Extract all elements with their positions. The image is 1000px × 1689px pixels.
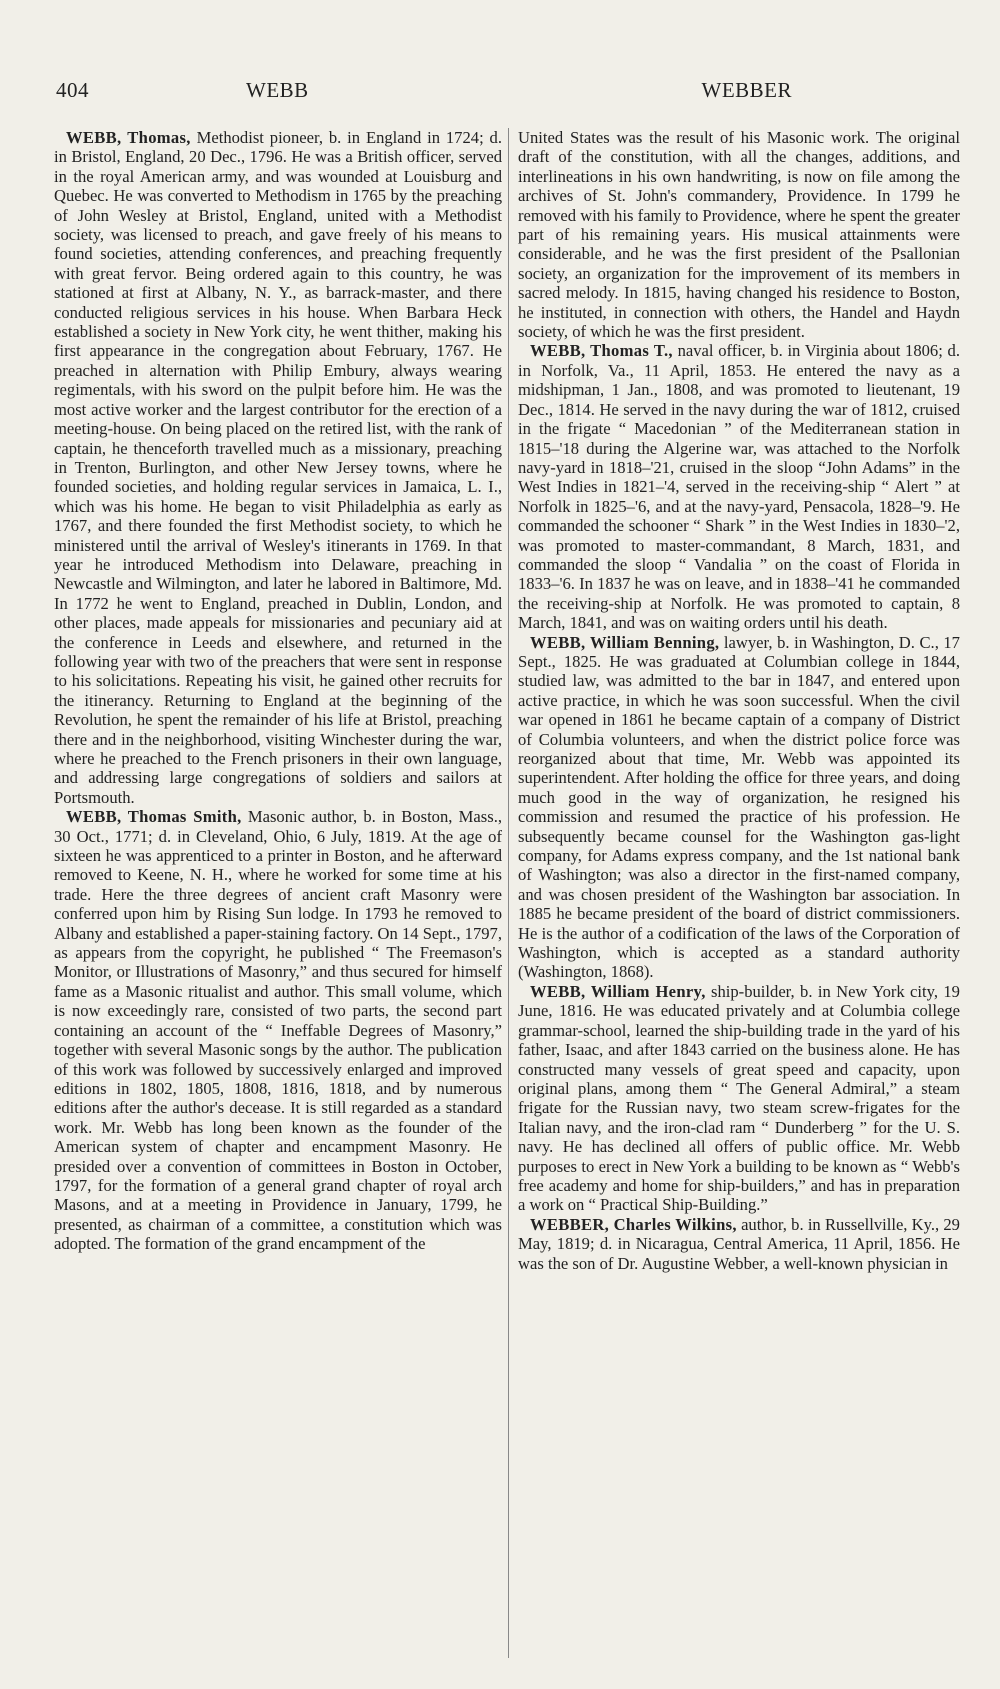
page-number: 404 bbox=[56, 78, 89, 102]
column-divider bbox=[508, 128, 509, 1658]
entry-webber-charles-wilkins bbox=[518, 1215, 960, 1273]
entry-webb-william-benning bbox=[518, 633, 960, 982]
entry-text: author, b. in Russellville, Ky., 29 May, 1819; d. in Nicaragua, Central America, 11 April, 1856. He was the son of Dr. Augustine Webber, a well-known physician in bbox=[518, 1214, 960, 1273]
entry-name: WEBBER, Charles Wilkins, bbox=[530, 1214, 737, 1234]
entry-name: WEBB, William Benning, bbox=[530, 632, 720, 652]
entry-text: lawyer, b. in Washington, D. C., 17 Sept., 1825. He was graduated at Columbian college in 1844, studied law, was admitted to the bar in 1847, and entered upon active practice, in which he was soon successful. When the civil war opened in 1861 he became captain of a company of District of Columbia volunteers, and when the district police force was reorganized about that time, Mr. Webb was appointed its superintendent. After holding the office for three years, and doing much good in the way of organization, he resigned his commission and resumed the practice of his profession. He subsequently became counsel for the Washington gas-light company, for Adams express company, and the 1st national bank of Washington; was also a director in the first-named company, and was chosen president of the Washington bar association. In 1885 he became president of the board of district commissioners. He is the author of a codification of the laws of the Corporation of Washington, which is accepted as a standard authority (Washington, 1868). bbox=[518, 632, 960, 982]
running-head-left: WEBB bbox=[246, 78, 309, 102]
right-column bbox=[518, 128, 960, 1668]
entry-continuation bbox=[518, 128, 960, 341]
left-column bbox=[54, 128, 502, 1668]
page-header bbox=[56, 78, 792, 108]
entry-text: United States was the result of his Masonic work. The original draft of the constitution, with all the changes, additions, and interlineations in his own handwriting, is now on file among the archives of St. John's commandery, Providence. In 1799 he removed with his family to Providence, where he spent the greater part of his remaining years. His musical attainments were considerable, and he was the first president of the Psallonian society, an organization for the improvement of its members in sacred melody. In 1815, having changed his residence to Boston, he instituted, in connection with others, the Handel and Haydn society, of which he was the first president. bbox=[518, 128, 960, 342]
entry-webb-thomas bbox=[54, 128, 502, 807]
entry-webb-thomas-t bbox=[518, 341, 960, 632]
entry-name: WEBB, Thomas, bbox=[66, 128, 191, 147]
entry-name: WEBB, William Henry, bbox=[530, 981, 706, 1001]
entry-text: ship-builder, b. in New York city, 19 June, 1816. He was educated privately and at Columbia college grammar-school, learned the ship-building trade in the yard of his father, Isaac, and after 1843 carried on the business alone. He has constructed many vessels of great speed and capacity, upon original plans, among them “ The General Admiral,” a steam frigate for the Russian navy, two steam screw-frigates for the Italian navy, and the iron-clad ram “ Dunderberg ” for the U. S. navy. He has declined all offers of public office. Mr. Webb purposes to erect in New York a building to be known as “ Webb's free academy and home for ship-builders,” and has in preparation a work on “ Practical Ship-Building.” bbox=[518, 981, 960, 1215]
running-head-right: WEBBER bbox=[701, 78, 792, 102]
entry-text: naval officer, b. in Virginia about 1806; d. in Norfolk, Va., 11 April, 1853. He entered the navy as a midshipman, 1 Jan., 1808, and was promoted to lieutenant, 19 Dec., 1814. He served in the navy during the war of 1812, cruised in the frigate “ Macedonian ” of the Mediterranean station in 1815–'18 during the Algerine war, was attached to the Norfolk navy-yard in 1818–'21, cruised in the sloop “John Adams” in the West Indies in 1821–'4, served in the receiving-ship “ Alert ” at Norfolk in 1825–'6, and at the navy-yard, Pensacola, 1828–'9. He commanded the schooner “ Shark ” in the West Indies in 1830–'2, was promoted to master-commandant, 8 March, 1831, and commanded the sloop “ Vandalia ” on the coast of Florida in 1833–'6. In 1837 he was on leave, and in 1838–'41 he commanded the receiving-ship at Norfolk. He was promoted to captain, 8 March, 1841, and was on waiting orders until his death. bbox=[518, 341, 960, 633]
entry-name: WEBB, Thomas Smith, bbox=[66, 807, 242, 827]
entry-webb-william-henry bbox=[518, 982, 960, 1215]
entry-webb-thomas-smith bbox=[54, 807, 502, 1253]
entry-text: Masonic author, b. in Boston, Mass., 30 Oct., 1771; d. in Cleveland, Ohio, 6 July, 1819. At the age of sixteen he was apprenticed to a printer in Boston, and he afterward removed to Keene, N. H., where he worked for some time at his trade. Here the three degrees of ancient craft Masonry were conferred upon him by Rising Sun lodge. In 1793 he removed to Albany and established a paper-staining factory. On 14 Sept., 1797, as appears from the copyright, he published “ The Freemason's Monitor, or Illustrations of Masonry,” and thus secured for himself fame as a Masonic ritualist and author. This small volume, which is now exceedingly rare, consisted of two parts, the second part containing an account of the “ Ineffable Degrees of Masonry,” together with several Masonic songs by the author. The publication of this work was followed by successively enlarged and improved editions in 1802, 1805, 1808, 1816, 1818, and by numerous editions after the author's decease. It is still regarded as a standard work. Mr. Webb has long been known as the founder of the American system of chapter and encampment Masonry. He presided over a convention of committees in Boston in October, 1797, for the formation of a general grand chapter of royal arch Masons, and at a meeting in Providence in January, 1799, he presented, as chairman of a committee, a constitution which was adopted. The formation of the grand encampment of the bbox=[54, 807, 502, 1254]
entry-name: WEBB, Thomas T., bbox=[530, 341, 673, 361]
entry-text: Methodist pioneer, b. in England in 1724; d. in Bristol, England, 20 Dec., 1796. He was a British officer, served in the royal American army, and was wounded at Louisburg and Quebec. He was converted to Methodism in 1765 by the preaching of John Wesley at Bristol, England, united with a Methodist society, was licensed to preach, and gave freely of his means to found societies, attending conferences, and preaching frequently with great fervor. Being ordered again to this country, he was stationed at first at Albany, N. Y., as barrack-master, and there conducted religious services in his house. When Barbara Heck established a society in New York city, he went thither, making his first appearance in the congregation about February, 1767. He preached in alternation with Philip Embury, always wearing regimentals, with his sword on the pulpit before him. He was the most active worker and the largest contributor for the erection of a meeting-house. On being placed on the retired list, with the rank of captain, he thenceforth travelled much as a missionary, preaching in Trenton, Burlington, and other New Jersey towns, where he founded societies, and holding regular services in Jamaica, L. I., which was his home. He began to visit Philadelphia as early as 1767, and there founded the first Methodist society, to which he ministered until the arrival of Wesley's itinerants in 1769. In that year he introduced Methodism into Delaware, preaching in Newcastle and Wilmington, and later he labored in Baltimore, Md. In 1772 he went to England, preached in Dublin, London, and other places, made appeals for missionaries and pecuniary aid at the conference in Leeds and elsewhere, and returned in the following year with two of the preachers that were sent in response to his solicitations. Repeating his visit, he gained other recruits for the itinerancy. Returning to England at the beginning of the Revolution, he spent the remainder of his life at Bristol, preaching there and in the neighborhood, visiting Winchester during the war, where he preached to the French prisoners in their own language, and addressing large congregations of soldiers and sailors at Portsmouth. bbox=[54, 128, 502, 807]
